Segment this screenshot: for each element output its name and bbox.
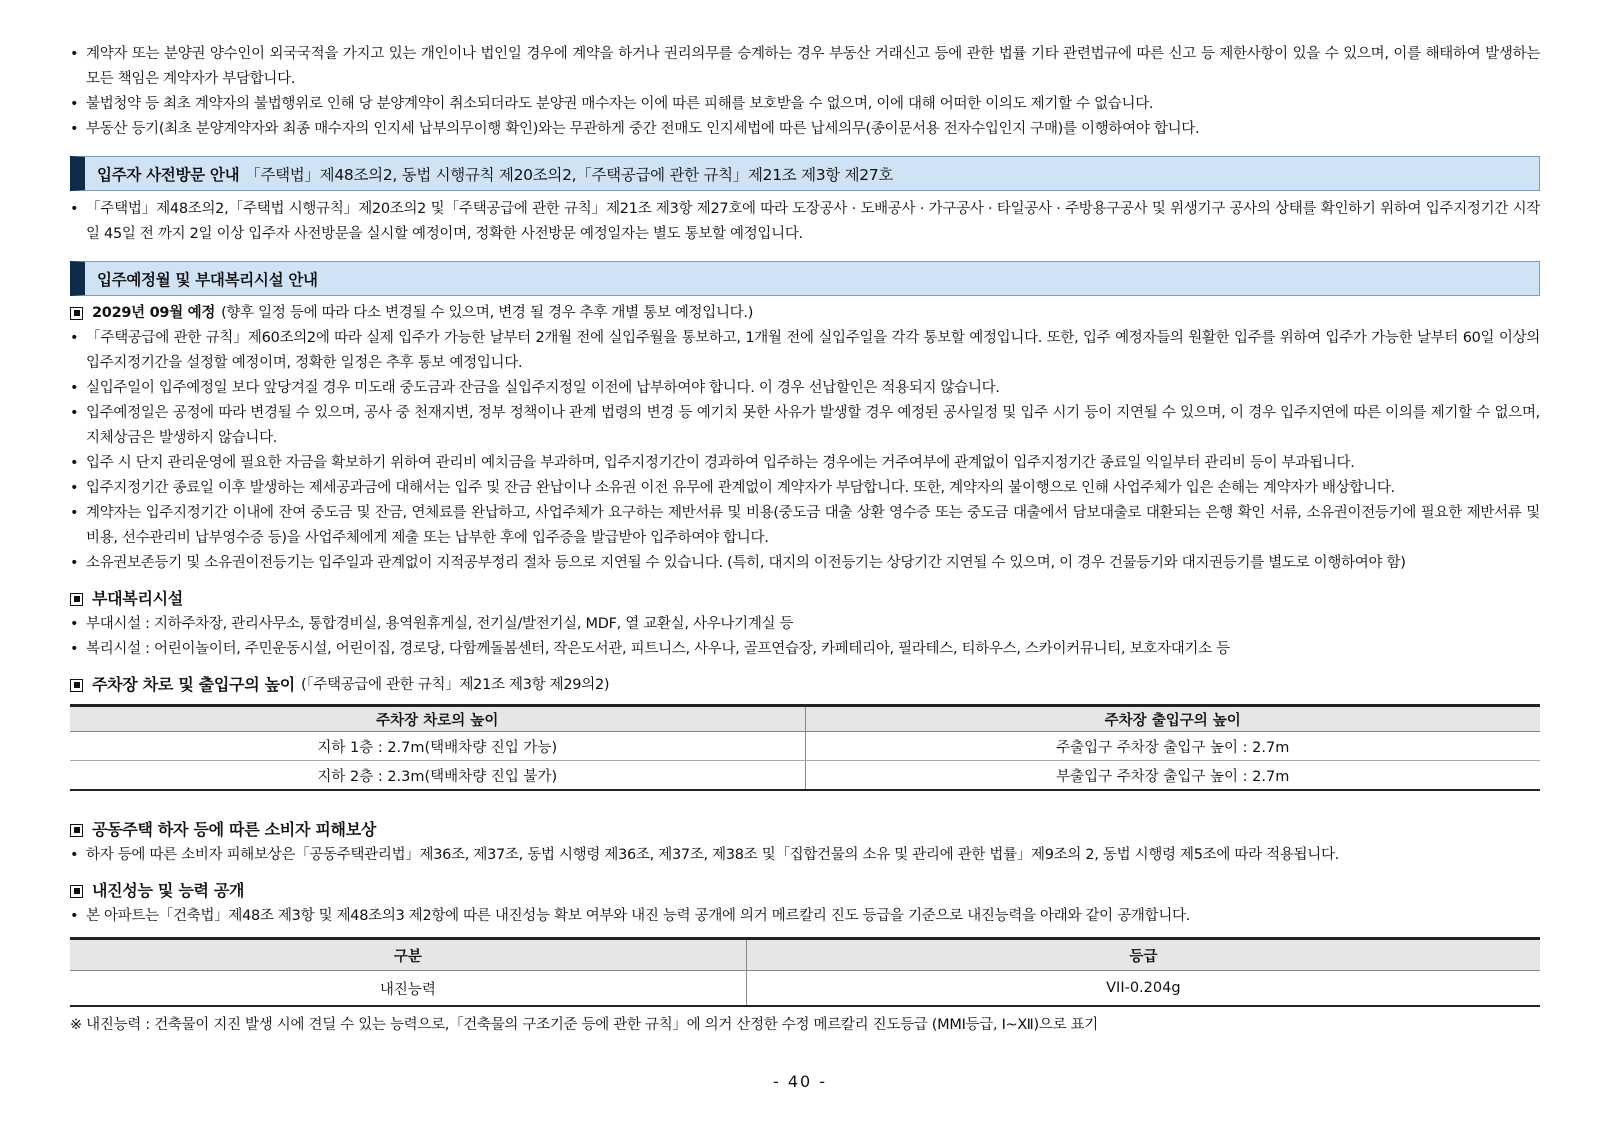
seismic-section [70, 878, 1540, 1037]
table-cell: 부출입구 주차장 출입구 높이 : 2.7m [1056, 768, 1290, 785]
section-title: 입주예정월 및 부대복리시설 안내 [97, 270, 318, 289]
defect-section [70, 817, 1540, 868]
parking-height-table [70, 704, 1540, 791]
list-item: • 계약자 또는 분양권 양수인이 외국국적을 가지고 있는 개인이나 법인일 경우에 계약을 하거나 권리의무를 승계하는 경우 부동산 거래신고 등에 관한 법률 기타 관련법규에 따른 신고 등 제한사항이 있을 수 있으며, 이를 해태하여 발생하는 모든 책임은 계약자가 부담합니다. [70, 42, 1540, 92]
section-reference: (「주택공급에 관한 규칙」제21조 제3항 제29의2) [300, 677, 610, 693]
list-item: • 「주택법」제48조의2,「주택법 시행규칙」제20조의2 및「주택공급에 관한 규칙」제21조 제3항 제27호에 따라 도장공사 · 도배공사 · 가구공사 · 타일공사 · 주방용구공사 및 위생기구 공사의 상태를 확인하기 위하여 입주지정기간 시작일 45일 전 까지 2일 이상 입주자 사전방문을 실시할 예정이며, 정확한 사전방문 예정일자는 별도 통보할 예정입니다. [70, 197, 1540, 247]
facilities-heading [70, 586, 1540, 612]
square-bullet-icon [70, 679, 83, 692]
table-cell: 주출입구 주차장 출입구 높이 : 2.7m [805, 732, 1540, 761]
move-in-section [70, 300, 1540, 576]
facilities-section [70, 586, 1540, 662]
section-title: 입주자 사전방문 안내 [97, 165, 240, 184]
square-bullet-icon [70, 824, 83, 837]
list-item: • 본 아파트는「건축법」제48조 제3항 및 제48조의3 제2항에 따른 내진성능 확보 여부와 내진 능력 공개에 의거 메르칼리 진도 등급을 기준으로 내진능력을 아래와 같이 공개합니다. [70, 904, 1540, 929]
section-header-move-in [70, 261, 1540, 296]
page-number: - 40 - [772, 1072, 828, 1091]
list-item: • 부대시설 : 지하주차장, 관리사무소, 통합경비실, 용역원휴게실, 전기실/발전기실, MDF, 열 교환실, 사우나기계실 등 [70, 612, 1540, 637]
section-header-pre-visit [70, 156, 1540, 191]
intro-section [70, 42, 1540, 142]
column-header: 주차장 차로의 높이 [70, 706, 805, 732]
list-item: • 부동산 등기(최초 분양계약자와 최종 매수자의 인지세 납부의무이행 확인)와는 무관하게 중간 전매도 인지세법에 따른 납세의무(종이문서용 전자수입인지 구매)를 이행하여야 합니다. [70, 117, 1540, 142]
column-header: 등급 [746, 939, 1540, 971]
section-title: 내진성능 및 능력 공개 [92, 881, 245, 900]
move-in-date-note: (향후 일정 등에 따라 다소 변경될 수 있으며, 변경 될 경우 추후 개별 통보 예정입니다.) [221, 305, 754, 321]
defect-heading [70, 817, 1540, 843]
table-row [70, 761, 1540, 791]
parking-section [70, 672, 1540, 791]
list-item: • 입주지정기간 종료일 이후 발생하는 제세공과금에 대해서는 입주 및 잔금 완납이나 소유권 이전 유무에 관계없이 계약자가 부담합니다. 또한, 계약자의 불이행으로 인해 사업주체가 입은 손해는 계약자가 배상합니다. [70, 476, 1540, 501]
document-page [70, 42, 1540, 1037]
parking-heading [70, 672, 1540, 698]
table-row [70, 732, 1540, 761]
section-title: 공동주택 하자 등에 따른 소비자 피해보상 [92, 820, 377, 839]
table-header-row [70, 939, 1540, 971]
list-item: • 하자 등에 따른 소비자 피해보상은「공동주택관리법」제36조, 제37조, 동법 시행령 제36조, 제37조, 제38조 및「집합건물의 소유 및 관리에 관한 법률」제9조의 2, 동법 시행령 제5조에 따라 적용됩니다. [70, 843, 1540, 868]
list-item: • 복리시설 : 어린이놀이터, 주민운동시설, 어린이집, 경로당, 다함께돌봄센터, 작은도서관, 피트니스, 사우나, 골프연습장, 카페테리아, 필라테스, 티하우스, 스카이커뮤니티, 보호자대기소 등 [70, 637, 1540, 662]
table-cell: 지하 2층 : 2.3m(택배차량 진입 불가) [70, 761, 805, 791]
table-cell: VII-0.204g [1106, 980, 1181, 996]
section-title: 부대복리시설 [92, 589, 183, 608]
table-cell: 내진능력 [70, 971, 746, 1007]
square-bullet-icon [70, 593, 83, 606]
list-item: • 입주 시 단지 관리운영에 필요한 자금을 확보하기 위하여 관리비 예치금을 부과하며, 입주지정기간이 경과하여 입주하는 경우에는 거주여부에 관계없이 입주지정기간 종료일 익일부터 관리비 등이 부과됩니다. [70, 451, 1540, 476]
list-item: • 계약자는 입주지정기간 이내에 잔여 중도금 및 잔금, 연체료를 완납하고, 사업주체가 요구하는 제반서류 및 비용(중도금 대출 상환 영수증 또는 중도금 대출에서 담보대출로 대환되는 은행 확인 서류, 소유권이전등기에 필요한 제반서류 및 비용, 선수관리비 납부영수증 등)을 사업주체에게 제출 또는 납부한 후에 입주증을 발급받아 입주하여야 합니다. [70, 501, 1540, 551]
list-item: • 실입주일이 입주예정일 보다 앞당겨질 경우 미도래 중도금과 잔금을 실입주지정일 이전에 납부하여야 합니다. 이 경우 선납할인은 적용되지 않습니다. [70, 376, 1540, 401]
seismic-heading [70, 878, 1540, 904]
square-bullet-icon [70, 307, 83, 320]
column-header: 주차장 출입구의 높이 [805, 706, 1540, 732]
move-in-date: 2029년 09월 예정 [92, 305, 216, 321]
list-item: • 소유권보존등기 및 소유권이전등기는 입주일과 관계없이 지적공부정리 절차 등으로 지연될 수 있습니다. (특히, 대지의 이전등기는 상당기간 지연될 수 있으며, 이 경우 건물등기와 대지권등기를 별도로 이행하여야 함) [70, 551, 1540, 576]
column-header: 구분 [70, 939, 746, 971]
table-header-row [70, 706, 1540, 732]
section-reference: 「주택법」제48조의2, 동법 시행규칙 제20조의2,「주택공급에 관한 규칙」제21조 제3항 제27호 [245, 165, 894, 184]
table-cell: 지하 1층 : 2.7m(택배차량 진입 가능) [70, 732, 805, 761]
section-title: 주차장 차로 및 출입구의 높이 [92, 675, 295, 694]
pre-visit-section [70, 197, 1540, 247]
square-bullet-icon [70, 885, 83, 898]
seismic-footnote: ※ 내진능력 : 건축물이 지진 발생 시에 견딜 수 있는 능력으로,「건축물의 구조기준 등에 관한 규칙」에 의거 산정한 수정 메르칼리 진도등급 (MMI등급, Ⅰ~Ⅻ)으로 표기 [70, 1017, 1099, 1033]
list-item: • 「주택공급에 관한 규칙」제60조의2에 따라 실제 입주가 가능한 날부터 2개월 전에 실입주월을 통보하고, 1개월 전에 실입주일을 각각 통보할 예정입니다. 또한, 입주 예정자들의 원활한 입주를 위하여 입주가 가능한 날부터 60일 이상의 입주지정기간을 설정할 예정이며, 정확한 일정은 추후 통보 예정입니다. [70, 326, 1540, 376]
table-row [70, 971, 1540, 1007]
list-item: • 입주예정일은 공정에 따라 변경될 수 있으며, 공사 중 천재지변, 정부 정책이나 관계 법령의 변경 등 예기치 못한 사유가 발생할 경우 예정된 공사일정 및 입주 시기 등이 지연될 수 있으며, 이 경우 입주지연에 따른 이의를 제기할 수 없으며, 지체상금은 발생하지 않습니다. [70, 401, 1540, 451]
list-item: • 불법청약 등 최초 계약자의 불법행위로 인해 당 분양계약이 취소되더라도 분양권 매수자는 이에 따른 피해를 보호받을 수 없으며, 이에 대해 어떠한 이의도 제기할 수 없습니다. [70, 92, 1540, 117]
seismic-table [70, 937, 1540, 1007]
move-in-date-row [70, 300, 1540, 326]
